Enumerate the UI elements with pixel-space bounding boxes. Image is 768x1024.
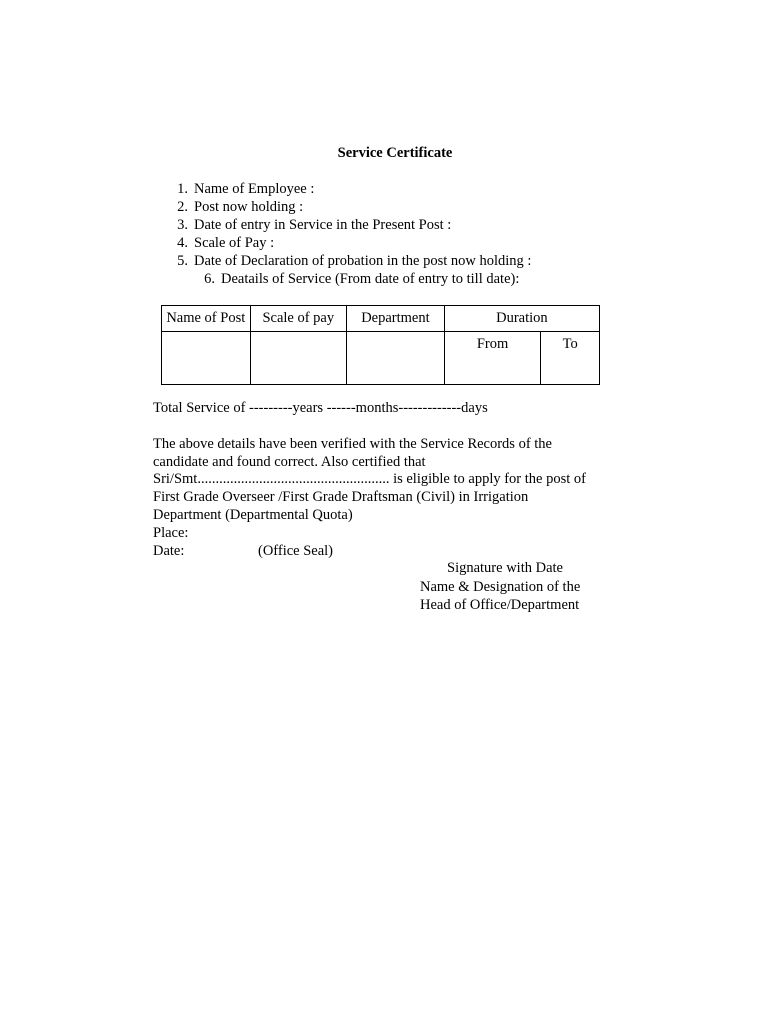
date-label: Date: [153, 543, 185, 559]
list-number: 1. [177, 181, 188, 197]
total-service: Total Service of ---------years ------months-------------days [153, 400, 488, 416]
header-scale-of-pay: Scale of pay [250, 306, 346, 332]
verification-line: The above details have been verified with the Service Records of the [153, 436, 552, 452]
head-of-office-line: Head of Office/Department [420, 597, 580, 613]
list-text: Date of entry in Service in the Present Post : [194, 217, 452, 233]
place-label: Place: [153, 525, 189, 541]
list-number: 3. [177, 217, 188, 233]
list-text: Date of Declaration of probation in the post now holding : [194, 253, 532, 269]
table-row [162, 332, 600, 385]
office-seal: (Office Seal) [258, 543, 334, 559]
list-text: Deatails of Service (From date of entry to till date): [221, 271, 520, 287]
cell-duration-from: From [444, 332, 541, 385]
service-details-table [161, 305, 600, 385]
designation-line: Name & Designation of the [420, 579, 581, 595]
list-text: Post now holding : [194, 199, 304, 215]
table-header-row [162, 306, 600, 332]
header-duration: Duration [444, 306, 599, 332]
verification-line: candidate and found correct. Also certified that [153, 454, 426, 470]
signature-line: Signature with Date [447, 560, 563, 576]
verification-line: Department (Departmental Quota) [153, 507, 353, 523]
list-number: 5. [177, 253, 188, 269]
list-number: 6. [204, 271, 215, 287]
header-name-of-post: Name of Post [162, 306, 251, 332]
cell-scale-of-pay [250, 332, 346, 385]
list-text: Scale of Pay : [194, 235, 275, 251]
list-number: 4. [177, 235, 188, 251]
page-title: Service Certificate [337, 145, 453, 161]
header-department: Department [347, 306, 445, 332]
cell-duration-to: To [541, 332, 600, 385]
verification-line: First Grade Overseer /First Grade Draftsman (Civil) in Irrigation [153, 489, 529, 505]
verification-line: Sri/Smt..................................................... is eligible to apply for the post of [153, 471, 586, 487]
list-text: Name of Employee : [194, 181, 315, 197]
cell-department [347, 332, 445, 385]
cell-name-of-post [162, 332, 251, 385]
list-number: 2. [177, 199, 188, 215]
